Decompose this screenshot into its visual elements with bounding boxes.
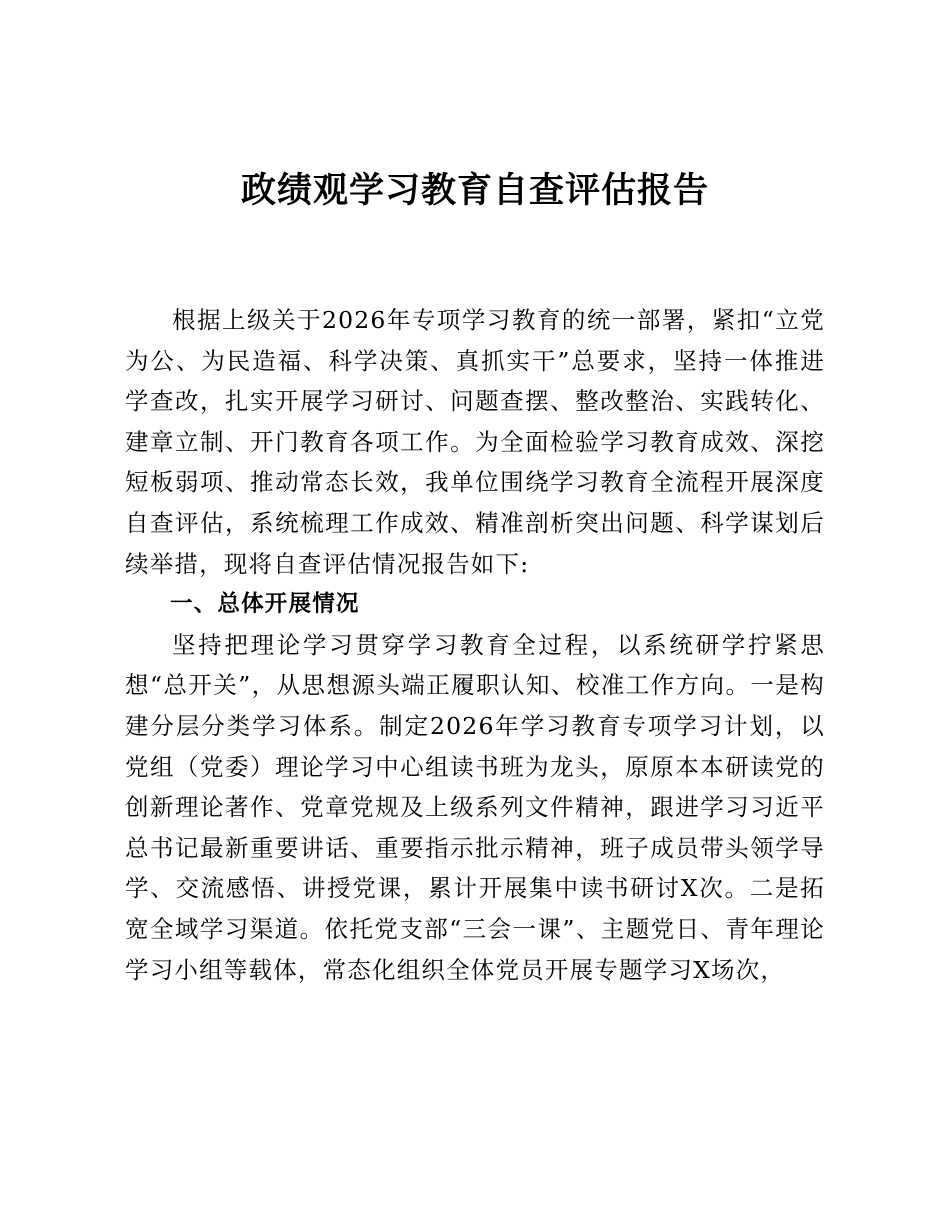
- section-heading: 一、总体开展情况: [170, 591, 360, 618]
- document-title: 政绩观学习教育自查评估报告: [240, 170, 709, 211]
- section-paragraph: 坚持把理论学习贯穿学习教育全过程，以系统研学拧紧思想“总开关”，从思想源头端正履职认知、校准工作方向。一是构建分层分类学习体系。制定2026年学习教育专项学习计划，以党组（党委）理论学习中心组读书班为龙头，原原本本研读党的创新理论著作、党章党规及上级系列文件精神，跟进学习习近平总书记最新重要讲话、重要指示批示精神，班子成员带头领学导学、交流感悟、讲授党课，累计开展集中读书研讨X次。二是拓宽全域学习渠道。依托党支部“三会一课”、主题党日、青年理论学习小组等载体，常态化组织全体党员开展专题学习X场次，: [125, 630, 825, 984]
- intro-paragraph: 根据上级关于2026年专项学习教育的统一部署，紧扣“立党为公、为民造福、科学决策、真抓实干”总要求，坚持一体推进学查改，扎实开展学习研讨、问题查摆、整改整治、实践转化、建章立制、开门教育各项工作。为全面检验学习教育成效、深挖短板弱项、推动常态长效，我单位围绕学习教育全流程开展深度自查评估，系统梳理工作成效、精准剖析突出问题、科学谋划后续举措，现将自查评估情况报告如下:: [125, 306, 825, 578]
- document-body: [125, 300, 825, 990]
